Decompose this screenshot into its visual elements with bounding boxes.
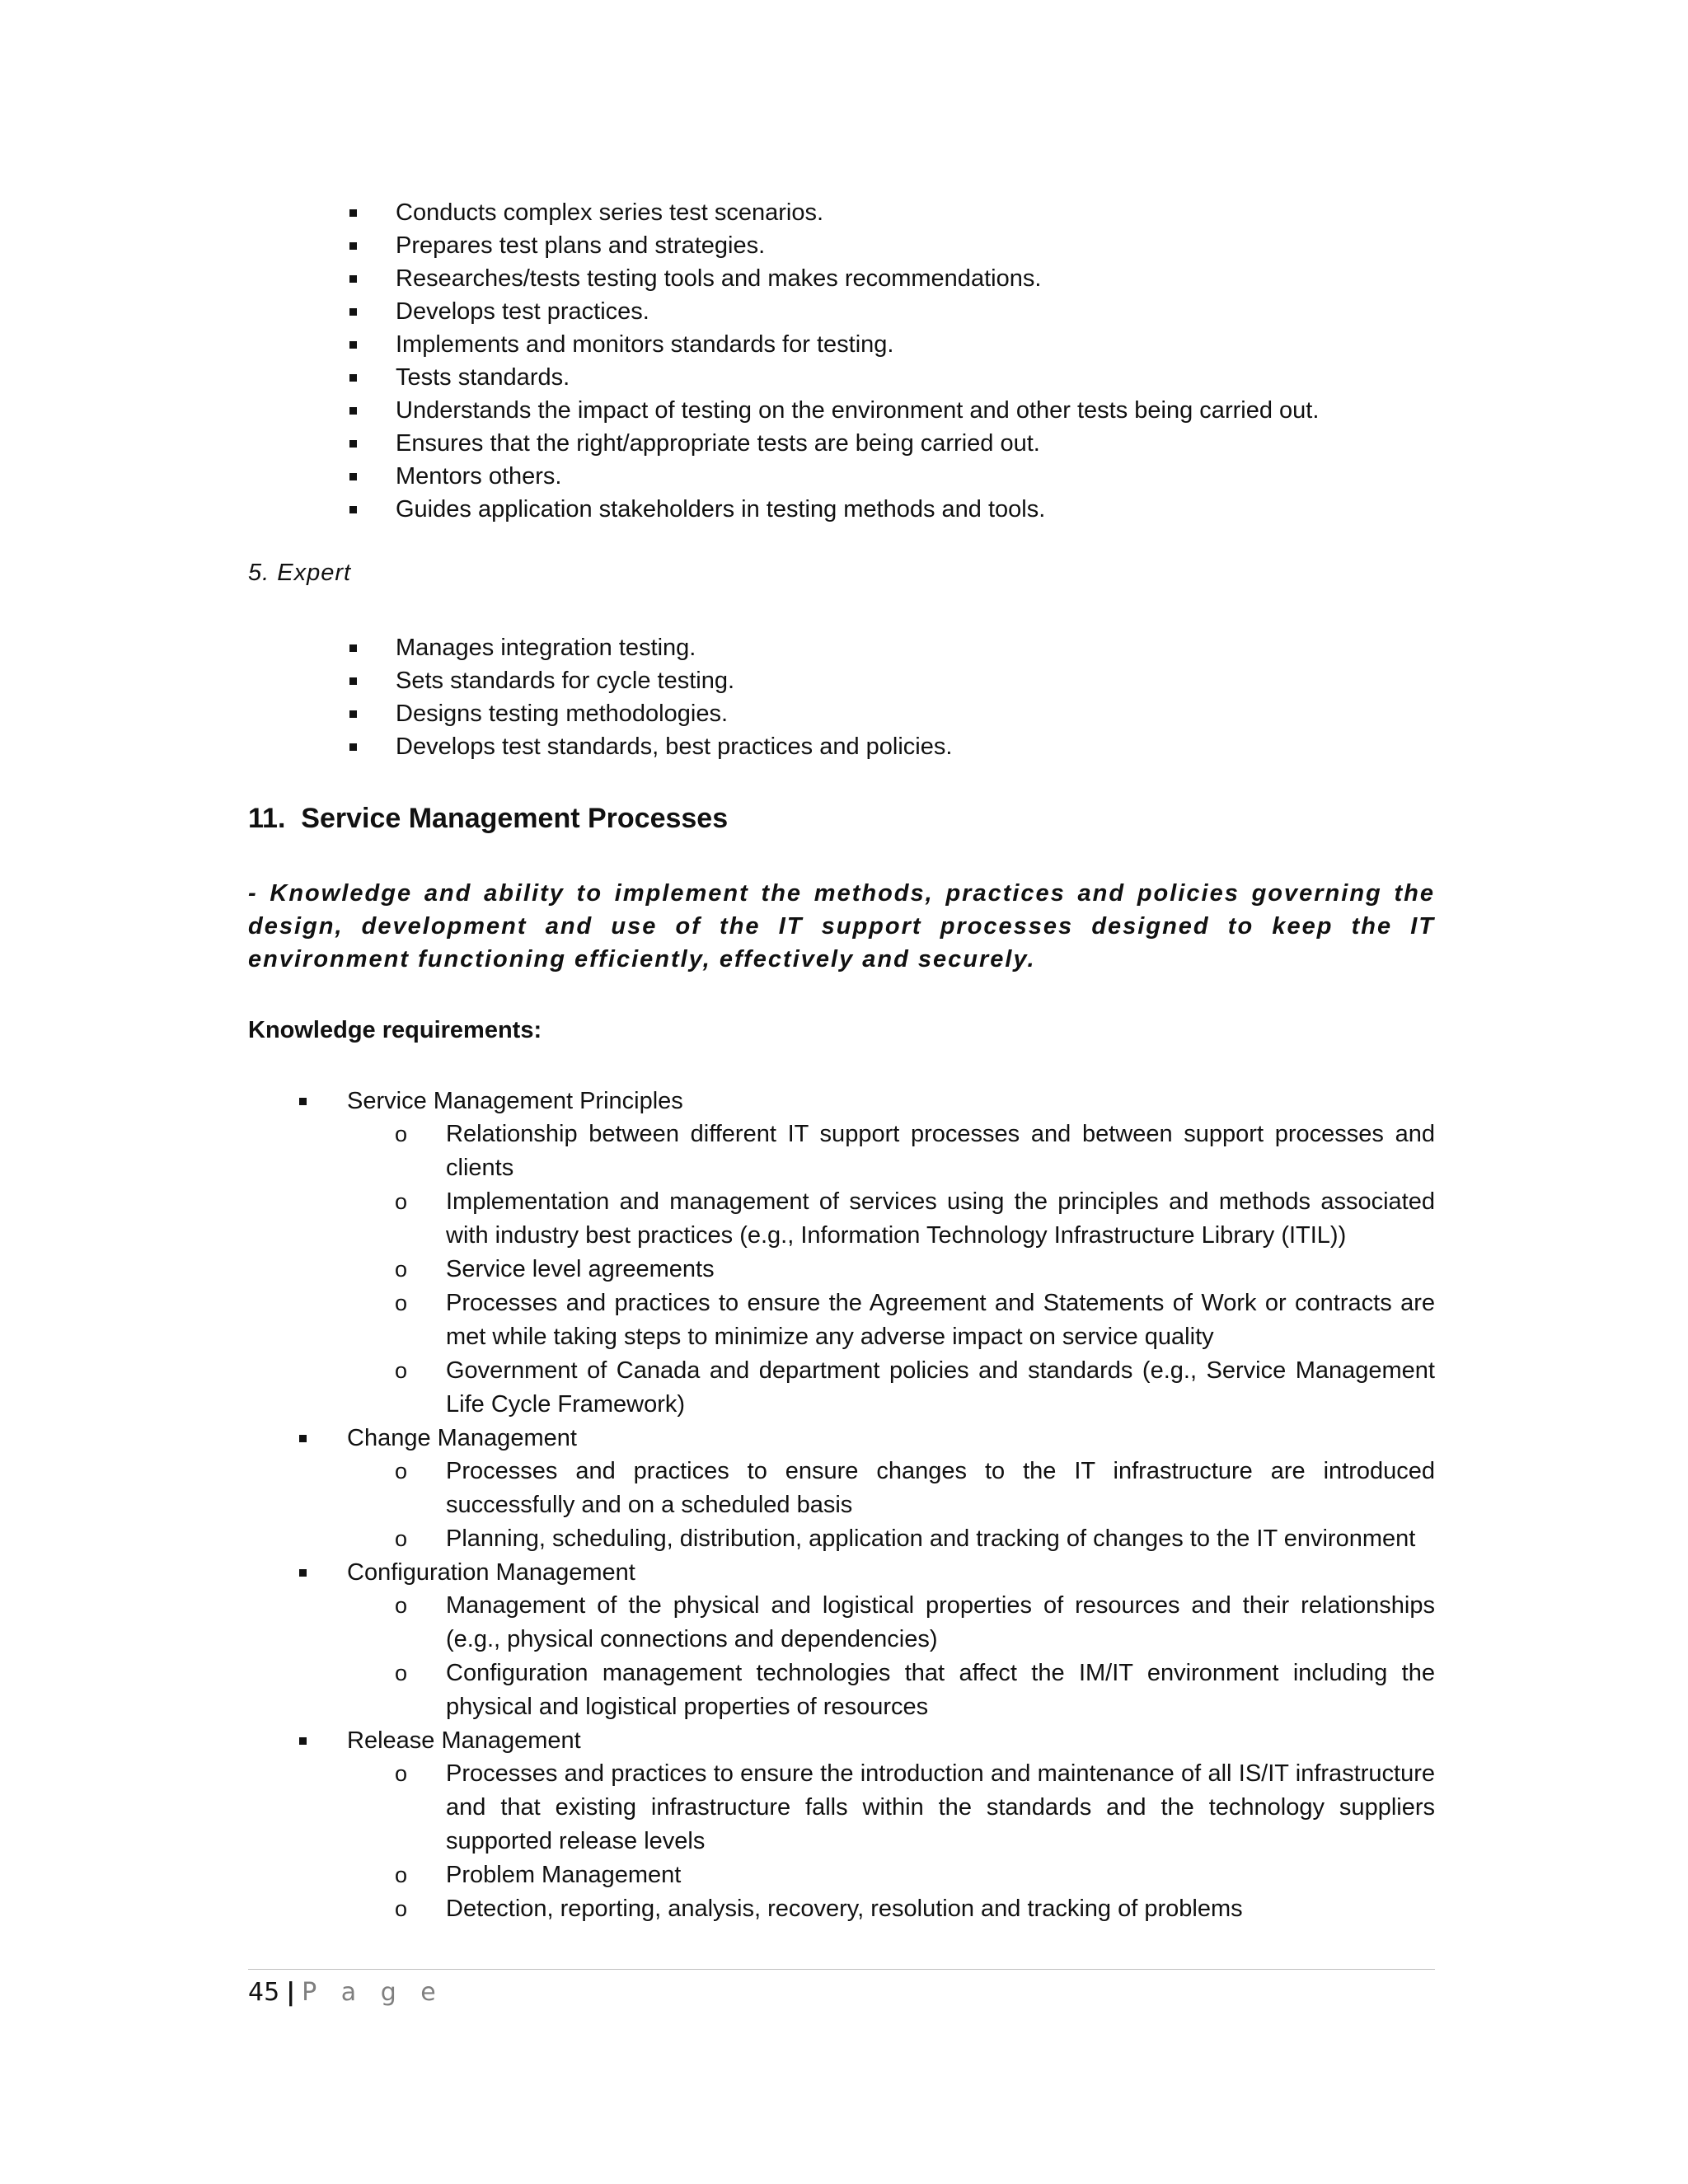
square-bullet-icon: [349, 440, 357, 448]
square-bullet-icon: [349, 209, 357, 217]
square-bullet-icon: [349, 374, 357, 382]
square-bullet-icon: [299, 1098, 307, 1105]
square-bullet-icon: [349, 677, 357, 685]
square-bullet-icon: [349, 275, 357, 283]
sub-list-item: o Management of the physical and logistical properties of resources and their relationships (e.g., physical connections and dependencies): [446, 1589, 1435, 1657]
square-bullet-icon: [349, 506, 357, 513]
circle-bullet-icon: o: [395, 1257, 408, 1282]
list-item: Develops test standards, best practices and policies.: [396, 730, 952, 763]
sub-list-item: o Government of Canada and department policies and standards (e.g., Service Management Life Cycle Framework): [446, 1354, 1435, 1422]
sub-list-item: o Processes and practices to ensure the Agreement and Statements of Work or contracts are met while taking steps to minimize any adverse impact on service quality: [446, 1286, 1435, 1354]
square-bullet-icon: [349, 743, 357, 751]
square-bullet-icon: [349, 473, 357, 480]
knowledge-requirements-label: Knowledge requirements:: [248, 1017, 542, 1043]
page-footer: [248, 1978, 444, 2007]
footer-separator: |: [286, 1978, 296, 2007]
circle-bullet-icon: o: [395, 1661, 408, 1685]
competency-level-4-list: [396, 196, 1319, 526]
sub-list: [347, 1589, 1435, 1724]
circle-bullet-icon: o: [395, 1761, 408, 1786]
section-heading: 11. Service Management Processes: [248, 803, 729, 834]
topic-change-management: [248, 1422, 1435, 1556]
sub-list-item: o Problem Management: [446, 1858, 1435, 1892]
sub-list-item: o Processes and practices to ensure the introduction and maintenance of all IS/IT infrastructure and that existing infrastructure falls within the standards and the technology suppliers supported release levels: [446, 1757, 1435, 1858]
sub-list-item: o Configuration management technologies that affect the IM/IT environment including the physical and logistical properties of resources: [446, 1657, 1435, 1724]
square-bullet-icon: [349, 242, 357, 250]
square-bullet-icon: [349, 710, 357, 718]
square-bullet-icon: [349, 341, 357, 349]
page-word: P a g e: [302, 1978, 444, 2007]
circle-bullet-icon: o: [395, 1593, 408, 1618]
circle-bullet-icon: o: [395, 1459, 408, 1483]
topic-title: Change Management: [347, 1425, 577, 1451]
square-bullet-icon: [349, 407, 357, 415]
topic-configuration-management: [248, 1556, 1435, 1724]
square-bullet-icon: [299, 1435, 307, 1442]
list-item: Ensures that the right/appropriate tests are being carried out.: [396, 427, 1319, 460]
page-number: 45: [248, 1978, 280, 2007]
list-item: Mentors others.: [396, 460, 1319, 493]
sub-list: [347, 1757, 1435, 1926]
list-item: Develops test practices.: [396, 295, 1319, 328]
topic-service-management-principles: [248, 1085, 1435, 1422]
competency-level-5-list: [396, 631, 952, 763]
sub-list-item: o Detection, reporting, analysis, recovery, resolution and tracking of problems: [446, 1892, 1435, 1926]
circle-bullet-icon: o: [395, 1291, 408, 1315]
sub-list: [347, 1118, 1435, 1422]
sub-list-item: o Relationship between different IT support processes and between support processes and clients: [446, 1118, 1435, 1185]
square-bullet-icon: [299, 1737, 307, 1745]
section-descriptor: - Knowledge and ability to implement the methods, practices and policies governing the design, development and use of the IT support processes designed to keep the IT environment functioning efficiently, effectively and securely.: [248, 880, 1435, 972]
square-bullet-icon: [299, 1569, 307, 1577]
list-item: Guides application stakeholders in testing methods and tools.: [396, 493, 1319, 526]
sub-list-item: o Service level agreements: [446, 1253, 1435, 1286]
list-item: Understands the impact of testing on the environment and other tests being carried out.: [396, 394, 1319, 427]
list-item: Tests standards.: [396, 361, 1319, 394]
list-item: Implements and monitors standards for testing.: [396, 328, 1319, 361]
sub-list-item: o Implementation and management of services using the principles and methods associated with industry best practices (e.g., Information Technology Infrastructure Library (ITIL)): [446, 1185, 1435, 1253]
sub-list: [347, 1455, 1435, 1556]
knowledge-requirements-list: [248, 1085, 1435, 1926]
square-bullet-icon: [349, 644, 357, 652]
circle-bullet-icon: o: [395, 1122, 408, 1146]
expert-level-heading: 5. Expert: [248, 560, 352, 586]
sub-list-item: o Planning, scheduling, distribution, application and tracking of changes to the IT environment: [446, 1522, 1435, 1556]
list-item: Sets standards for cycle testing.: [396, 664, 952, 697]
topic-release-management: [248, 1724, 1435, 1926]
list-item: Researches/tests testing tools and makes recommendations.: [396, 262, 1319, 295]
list-item: Prepares test plans and strategies.: [396, 229, 1319, 262]
square-bullet-icon: [349, 308, 357, 316]
topic-title: Release Management: [347, 1727, 581, 1754]
circle-bullet-icon: o: [395, 1358, 408, 1383]
sub-list-item: o Processes and practices to ensure changes to the IT infrastructure are introduced successfully and on a scheduled basis: [446, 1455, 1435, 1522]
circle-bullet-icon: o: [395, 1189, 408, 1214]
circle-bullet-icon: o: [395, 1526, 408, 1551]
circle-bullet-icon: o: [395, 1896, 408, 1921]
circle-bullet-icon: o: [395, 1863, 408, 1887]
list-item: Conducts complex series test scenarios.: [396, 196, 1319, 229]
topic-title: Service Management Principles: [347, 1088, 683, 1114]
list-item: Manages integration testing.: [396, 631, 952, 664]
footer-divider: [248, 1969, 1435, 1970]
list-item: Designs testing methodologies.: [396, 697, 952, 730]
topic-title: Configuration Management: [347, 1559, 635, 1586]
